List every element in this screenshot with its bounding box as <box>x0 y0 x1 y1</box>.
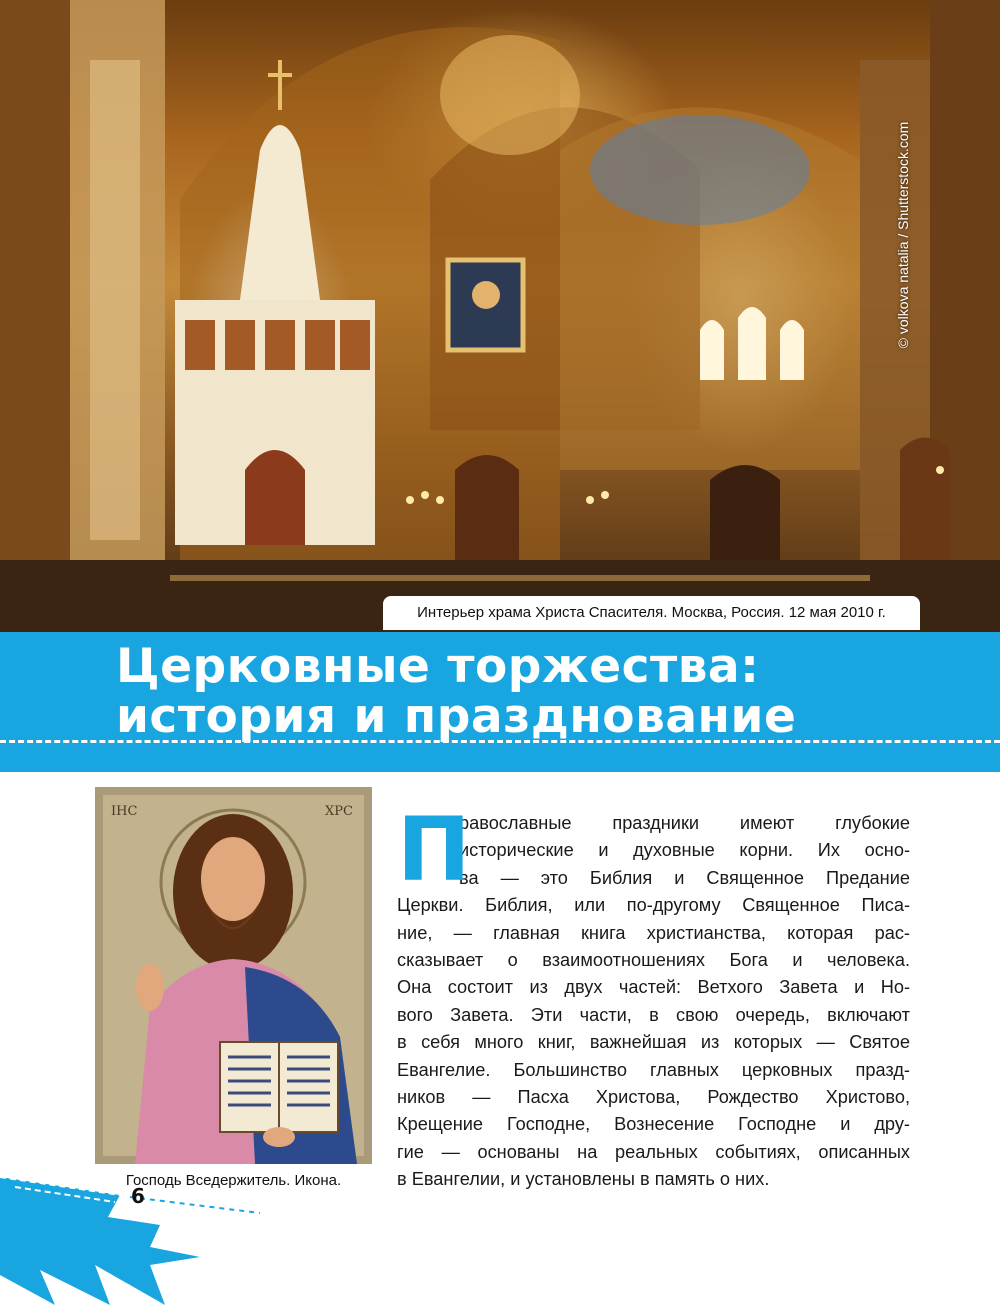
article-line: равославные праздники имеют глубокие <box>459 813 910 833</box>
title-line-1: Церковные торжества: <box>116 639 760 694</box>
article-line: гие — основаны на реальных событиях, описанных <box>397 1141 910 1162</box>
title-dashed-divider <box>0 740 1000 743</box>
drop-cap: П <box>397 798 471 901</box>
article-line: исторические и духовные корни. Их осно- <box>459 840 910 861</box>
icon-caption: Господь Вседержитель. Икона. <box>125 1172 342 1189</box>
article-line: в Евангелии, и установлены в память о них. <box>397 1169 770 1190</box>
zigzag-decoration <box>0 1155 260 1312</box>
article-line: Церкви. Библия, или по-другому Священное Писа- <box>397 895 910 916</box>
article-line: ва — это Библия и Священное Предание <box>459 867 910 888</box>
article-line: ников — Пасха Христова, Рождество Христово, <box>397 1087 910 1108</box>
cathedral-interior-photo <box>0 0 1000 632</box>
article-line: ние, — главная книга христианства, которая рас- <box>397 922 910 943</box>
article-line: Крещение Господне, Вознесение Господне и дру- <box>397 1114 910 1135</box>
photo-credit: © volkova natalia / Shutterstock.com <box>895 121 911 349</box>
page-number: 6 <box>131 1184 145 1208</box>
page-title <box>116 639 797 744</box>
article-line: сказывает о взаимоотношениях Бога и человека. <box>397 950 910 971</box>
article-line: Она состоит из двух частей: Ветхого Завета и Но- <box>397 977 910 998</box>
article-line: вого Завета. Эти части, в свою очередь, включают <box>397 1004 910 1025</box>
title-line-2: история и празднование <box>116 689 797 744</box>
photo-caption: Интерьер храма Христа Спасителя. Москва, Россия. 12 мая 2010 г. <box>383 596 920 630</box>
svg-text:XPC: XPC <box>325 804 353 819</box>
svg-text:IHC: IHC <box>111 804 138 819</box>
icon-illustration <box>95 787 372 1164</box>
christ-pantocrator-icon-image <box>95 787 372 1164</box>
article-line: в себя много книг, важнейшая из которых — Святое <box>397 1032 910 1053</box>
article-body <box>397 798 910 1194</box>
article-line: Евангелие. Большинство главных церковных празд- <box>397 1059 910 1080</box>
title-band <box>0 632 1000 772</box>
cathedral-illustration <box>0 0 1000 632</box>
